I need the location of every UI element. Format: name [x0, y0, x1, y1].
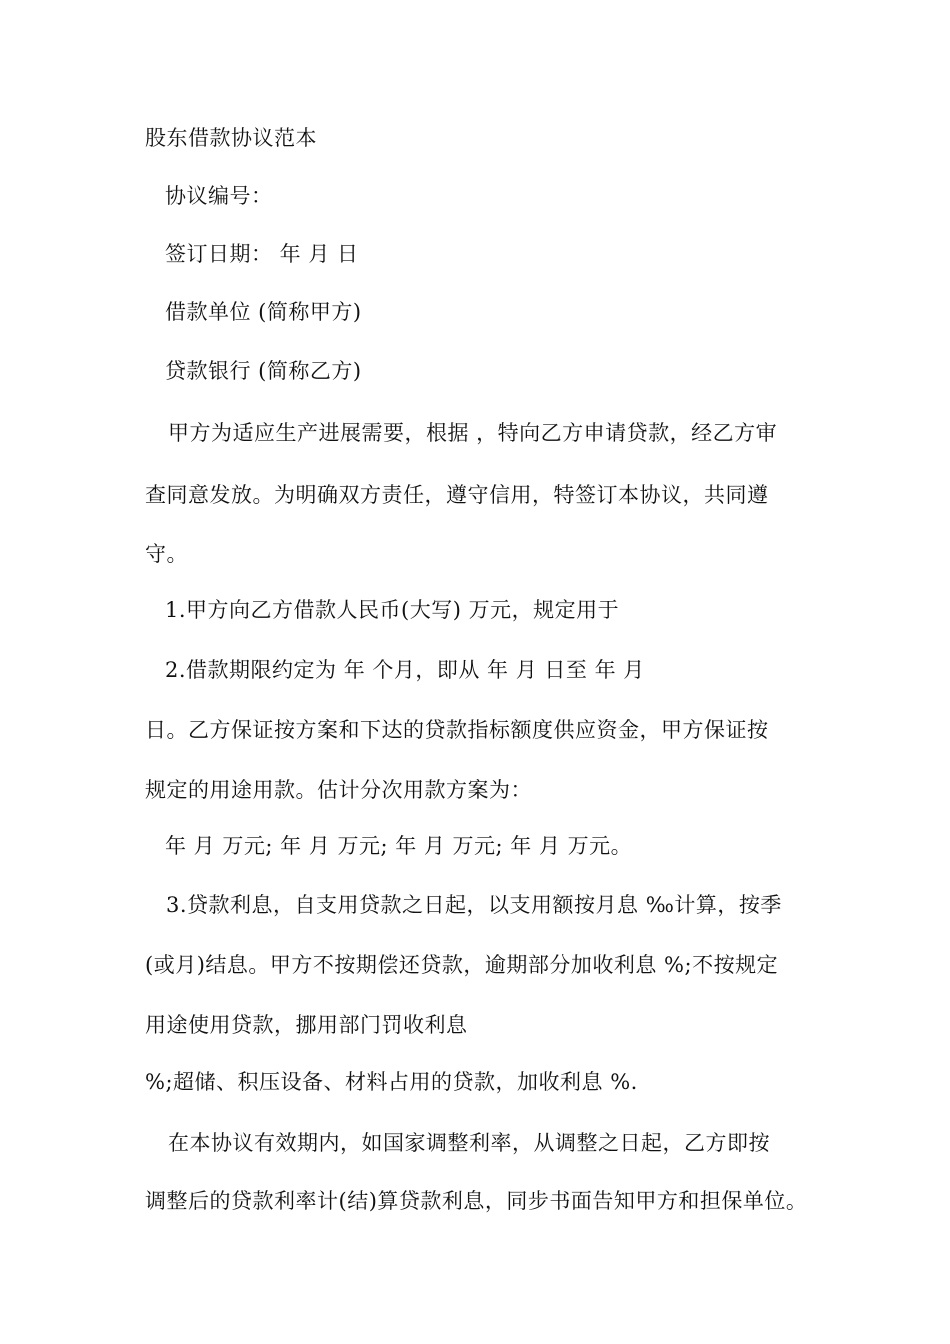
paragraph-line: 查同意发放。为明确双方责任，遵守信用，特签订本协议，共同遵: [145, 483, 769, 507]
clause-1-line: 1.甲方向乙方借款人民币(大写) 万元，规定用于: [165, 598, 620, 622]
paragraph-line: 在本协议有效期内，如国家调整利率，从调整之日起，乙方即按: [168, 1131, 770, 1155]
paragraph-line: 调整后的贷款利率计(结)算贷款利息，同步书面告知甲方和担保单位。: [145, 1189, 808, 1213]
paragraph-line: %;超储、积压设备、材料占用的贷款，加收利息 %.: [145, 1070, 638, 1094]
signing-date-line: 签订日期： 年 月 日: [165, 242, 359, 266]
agreement-number-line: 协议编号：: [165, 184, 273, 208]
paragraph-line: 守。: [145, 542, 188, 566]
lender-line: 贷款银行 (简称乙方): [165, 359, 362, 383]
document-title: 股东借款协议范本: [145, 126, 317, 150]
installment-plan-line: 年 月 万元; 年 月 万元; 年 月 万元; 年 月 万元。: [165, 834, 633, 858]
clause-3-line: 3.贷款利息，自支用贷款之日起，以支用额按月息 ‰计算，按季: [166, 893, 782, 917]
paragraph-line: 规定的用途用款。估计分次用款方案为：: [145, 778, 532, 802]
paragraph-line: 用途使用贷款，挪用部门罚收利息: [145, 1013, 468, 1037]
paragraph-line: (或月)结息。甲方不按期偿还贷款，逾期部分加收利息 %;不按规定: [145, 953, 779, 977]
borrower-line: 借款单位 (简称甲方): [165, 300, 362, 324]
paragraph-line: 甲方为适应生产进展需要，根据 ，特向乙方申请贷款，经乙方审: [168, 421, 778, 445]
clause-2-line: 2.借款期限约定为 年 个月，即从 年 月 日至 年 月: [165, 658, 645, 682]
paragraph-line: 日。乙方保证按方案和下达的贷款指标额度供应资金，甲方保证按: [145, 718, 769, 742]
